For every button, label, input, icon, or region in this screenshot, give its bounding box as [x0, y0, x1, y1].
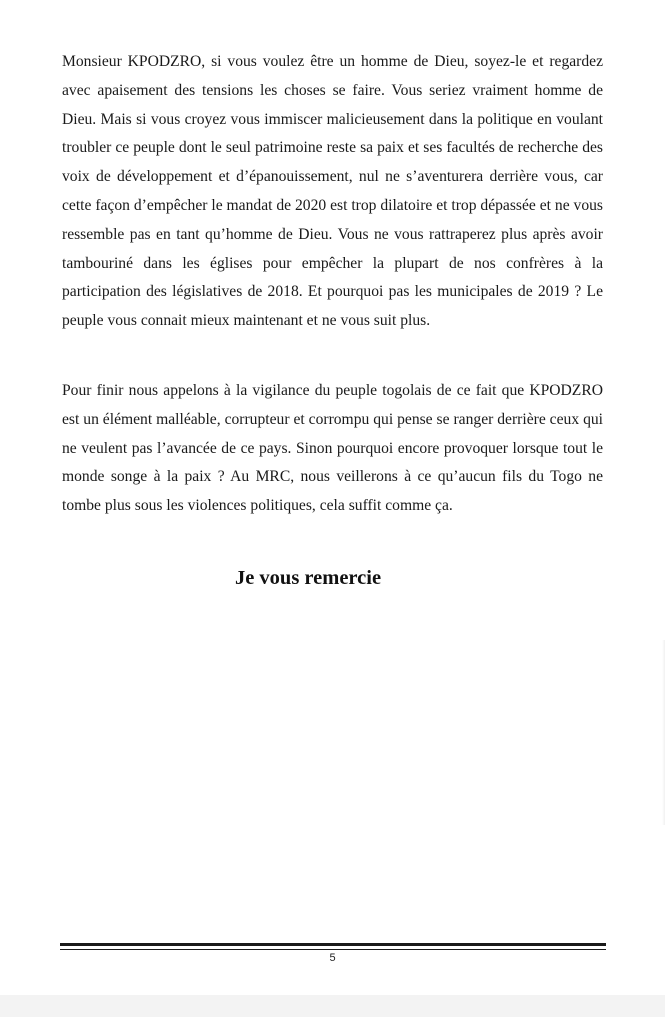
closing-statement: Je vous remercie	[234, 567, 382, 589]
paragraph-2: Pour finir nous appelons à la vigilance du peuple togolais de ce fait que KPODZRO est un élément malléable, corrupteur et corrompu qui pense se ranger derrière ceux qui ne veulent pas l’avancée de ce pays. Sinon pourquoi encore provoquer lorsque tout le monde songe à la paix ? Au MRC, nous veillerons à ce qu’aucun fils du Togo ne tombe plus sous les violences politiques, cela suffit comme ça.	[62, 382, 603, 515]
paragraph-1: Monsieur KPODZRO, si vous voulez être un homme de Dieu, soyez-le et regardez avec apaisement des tensions les choses se faire. Vous seriez vraiment homme de Dieu. Mais si vous croyez vous immiscer malicieusement dans la politique en voulant troubler ce peuple dont le seul patrimoine reste sa paix et ses facultés de recherche des voix de développement et d’épanouissement, nul ne s’aventurera derrière vous, car cette façon d’empêcher le mandat de 2020 est trop dilatoire et trop dépassée et ne vous ressemble pas en tant qu’homme de Dieu. Vous ne vous rattraperez plus après avoir tambouriné dans les églises pour empêcher la plupart de nos confrères à la participation des législatives de 2018. Et pourquoi pas les municipales de 2019 ? Le peuple vous connait mieux maintenant et ne vous suit plus.	[62, 53, 603, 330]
footer-divider	[60, 943, 606, 950]
page-number: 5	[329, 952, 336, 964]
